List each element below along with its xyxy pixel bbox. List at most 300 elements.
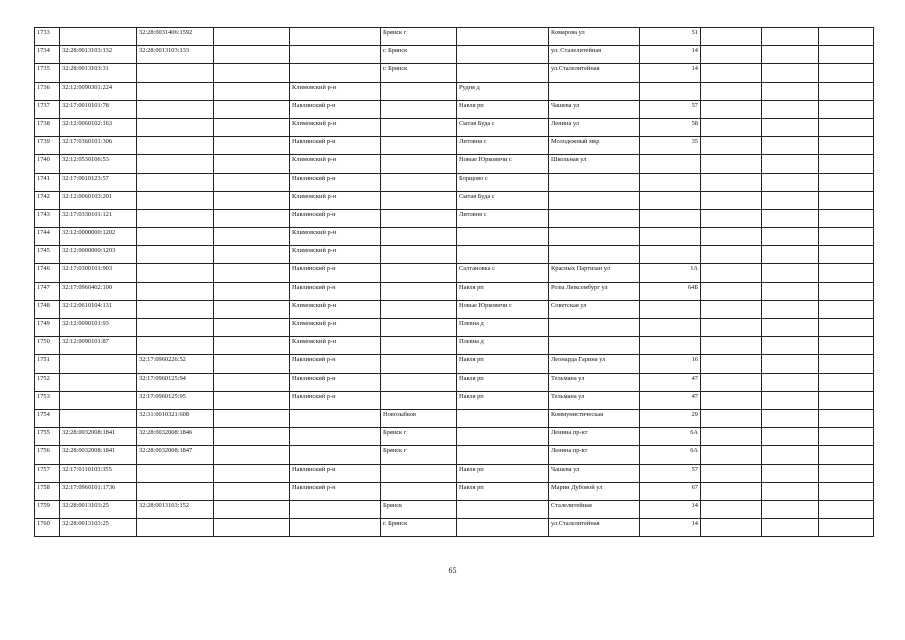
district: Навлинский р-н xyxy=(290,137,381,155)
district: Навлинский р-н xyxy=(290,355,381,373)
extra-cell-3 xyxy=(819,155,874,173)
city xyxy=(381,464,457,482)
city xyxy=(381,246,457,264)
house-number xyxy=(640,337,701,355)
extra-cell-2 xyxy=(762,319,819,337)
page-number: 65 xyxy=(448,566,457,575)
cadastral-number-object: 32:17:0960226:52 xyxy=(137,355,214,373)
extra-cell-1 xyxy=(701,300,762,318)
row-number: 1753 xyxy=(35,391,60,409)
city: г. Брянск xyxy=(381,64,457,82)
extra-cell-2 xyxy=(762,264,819,282)
extra-cell-3 xyxy=(819,100,874,118)
table-row xyxy=(35,228,874,246)
cadastral-number-parcel: 32:28:0032008:1841 xyxy=(60,446,137,464)
street xyxy=(549,228,640,246)
district xyxy=(290,64,381,82)
city xyxy=(381,209,457,227)
cadastral-number-object xyxy=(137,100,214,118)
cadastral-number-parcel xyxy=(60,409,137,427)
extra-cell-1 xyxy=(701,46,762,64)
district xyxy=(290,28,381,46)
house-number: 16 xyxy=(640,355,701,373)
extra-cell-3 xyxy=(819,264,874,282)
extra-cell-1 xyxy=(701,337,762,355)
table-row xyxy=(35,409,874,427)
extra-cell-1 xyxy=(701,191,762,209)
extra-cell-2 xyxy=(762,282,819,300)
table-row xyxy=(35,464,874,482)
cadastral-number-parcel: 32:17:0010123:57 xyxy=(60,173,137,191)
empty-cell xyxy=(214,209,290,227)
house-number: 35 xyxy=(640,137,701,155)
settlement: Навля рп xyxy=(457,482,549,500)
city xyxy=(381,337,457,355)
settlement: Навля рп xyxy=(457,100,549,118)
extra-cell-2 xyxy=(762,82,819,100)
cadastral-number-object: 32:17:0960125:94 xyxy=(137,373,214,391)
row-number: 1750 xyxy=(35,337,60,355)
empty-cell xyxy=(214,118,290,136)
settlement xyxy=(457,64,549,82)
city: г. Брянск xyxy=(381,519,457,537)
extra-cell-2 xyxy=(762,191,819,209)
extra-cell-2 xyxy=(762,464,819,482)
settlement xyxy=(457,428,549,446)
street: ул.Сталелитейная xyxy=(549,64,640,82)
empty-cell xyxy=(214,82,290,100)
district: Навлинский р-н xyxy=(290,209,381,227)
extra-cell-1 xyxy=(701,319,762,337)
cadastral-number-object xyxy=(137,191,214,209)
house-number: 14 xyxy=(640,64,701,82)
row-number: 1737 xyxy=(35,100,60,118)
extra-cell-1 xyxy=(701,519,762,537)
house-number xyxy=(640,246,701,264)
extra-cell-1 xyxy=(701,500,762,518)
table-row xyxy=(35,319,874,337)
empty-cell xyxy=(214,409,290,427)
city xyxy=(381,155,457,173)
empty-cell xyxy=(214,464,290,482)
extra-cell-2 xyxy=(762,482,819,500)
extra-cell-3 xyxy=(819,446,874,464)
city xyxy=(381,373,457,391)
city xyxy=(381,282,457,300)
cadastral-number-parcel: 32:17:0300101:903 xyxy=(60,264,137,282)
house-number: 47 xyxy=(640,373,701,391)
extra-cell-1 xyxy=(701,137,762,155)
settlement xyxy=(457,519,549,537)
cadastral-number-parcel: 32:12:0530106:53 xyxy=(60,155,137,173)
empty-cell xyxy=(214,428,290,446)
city xyxy=(381,482,457,500)
street: Марии Дубовой ул xyxy=(549,482,640,500)
cadastral-number-parcel: 32:12:0060102:163 xyxy=(60,118,137,136)
empty-cell xyxy=(214,46,290,64)
cadastral-number-object: 32:28:0013103:133 xyxy=(137,46,214,64)
street: Леонарда Гарина ул xyxy=(549,355,640,373)
house-number xyxy=(640,191,701,209)
city xyxy=(381,355,457,373)
city xyxy=(381,191,457,209)
table-row xyxy=(35,64,874,82)
city: Брянск г xyxy=(381,28,457,46)
cadastral-number-parcel: 32:12:0090101:87 xyxy=(60,337,137,355)
extra-cell-3 xyxy=(819,482,874,500)
city xyxy=(381,319,457,337)
city: Брянск г xyxy=(381,446,457,464)
settlement: Плевна д xyxy=(457,319,549,337)
district xyxy=(290,409,381,427)
table-row xyxy=(35,355,874,373)
house-number: 6А xyxy=(640,428,701,446)
table-row xyxy=(35,191,874,209)
extra-cell-1 xyxy=(701,355,762,373)
district: Навлинский р-н xyxy=(290,482,381,500)
house-number: 57 xyxy=(640,100,701,118)
street xyxy=(549,246,640,264)
extra-cell-1 xyxy=(701,409,762,427)
row-number: 1760 xyxy=(35,519,60,537)
settlement: Борщово с xyxy=(457,173,549,191)
city xyxy=(381,264,457,282)
empty-cell xyxy=(214,246,290,264)
row-number: 1743 xyxy=(35,209,60,227)
extra-cell-2 xyxy=(762,391,819,409)
cadastral-number-object xyxy=(137,319,214,337)
cadastral-number-parcel xyxy=(60,28,137,46)
district: Навлинский р-н xyxy=(290,282,381,300)
street: Розы Люксембург ул xyxy=(549,282,640,300)
cadastral-number-parcel: 32:12:0060103:201 xyxy=(60,191,137,209)
extra-cell-1 xyxy=(701,282,762,300)
settlement xyxy=(457,409,549,427)
row-number: 1740 xyxy=(35,155,60,173)
house-number xyxy=(640,319,701,337)
district: Навлинский р-н xyxy=(290,391,381,409)
table-row xyxy=(35,28,874,46)
house-number: 1А xyxy=(640,264,701,282)
row-number: 1757 xyxy=(35,464,60,482)
extra-cell-3 xyxy=(819,300,874,318)
row-number: 1751 xyxy=(35,355,60,373)
row-number: 1742 xyxy=(35,191,60,209)
extra-cell-2 xyxy=(762,64,819,82)
cadastral-number-object xyxy=(137,64,214,82)
row-number: 1746 xyxy=(35,264,60,282)
city: Новозыбков xyxy=(381,409,457,427)
row-number: 1758 xyxy=(35,482,60,500)
row-number: 1749 xyxy=(35,319,60,337)
row-number: 1741 xyxy=(35,173,60,191)
street: Чашева ул xyxy=(549,464,640,482)
empty-cell xyxy=(214,300,290,318)
empty-cell xyxy=(214,319,290,337)
house-number xyxy=(640,173,701,191)
cadastral-number-parcel: 32:28:0013103:25 xyxy=(60,500,137,518)
extra-cell-3 xyxy=(819,209,874,227)
settlement: Сытая Буда с xyxy=(457,118,549,136)
extra-cell-3 xyxy=(819,500,874,518)
extra-cell-2 xyxy=(762,446,819,464)
city: Брянск г xyxy=(381,428,457,446)
cadastral-number-parcel: 32:12:0610104:131 xyxy=(60,300,137,318)
settlement: Салтановка с xyxy=(457,264,549,282)
extra-cell-3 xyxy=(819,373,874,391)
extra-cell-2 xyxy=(762,118,819,136)
city: Брянск xyxy=(381,500,457,518)
street: Ленина пр-кт xyxy=(549,446,640,464)
empty-cell xyxy=(214,500,290,518)
empty-cell xyxy=(214,264,290,282)
extra-cell-1 xyxy=(701,100,762,118)
table-row xyxy=(35,500,874,518)
extra-cell-2 xyxy=(762,373,819,391)
table-row xyxy=(35,100,874,118)
extra-cell-2 xyxy=(762,173,819,191)
cadastral-number-object xyxy=(137,228,214,246)
cadastral-number-parcel: 32:12:0090101:93 xyxy=(60,319,137,337)
cadastral-number-parcel: 32:17:0960101:1736 xyxy=(60,482,137,500)
table-row xyxy=(35,82,874,100)
extra-cell-1 xyxy=(701,173,762,191)
district: Климовский р-н xyxy=(290,191,381,209)
district: Климовский р-н xyxy=(290,300,381,318)
empty-cell xyxy=(214,173,290,191)
house-number: 29 xyxy=(640,409,701,427)
extra-cell-2 xyxy=(762,519,819,537)
table-row xyxy=(35,446,874,464)
settlement: Новые Юрковичи с xyxy=(457,300,549,318)
extra-cell-2 xyxy=(762,46,819,64)
row-number: 1747 xyxy=(35,282,60,300)
house-number: 67 xyxy=(640,482,701,500)
house-number: 6А xyxy=(640,446,701,464)
extra-cell-1 xyxy=(701,464,762,482)
cadastral-number-object: 32:31:0010321:608 xyxy=(137,409,214,427)
cadastral-number-parcel: 32:17:0010101:78 xyxy=(60,100,137,118)
cadastral-number-parcel: 32:12:0000000:1202 xyxy=(60,228,137,246)
cadastral-number-object xyxy=(137,209,214,227)
empty-cell xyxy=(214,355,290,373)
cadastral-number-object xyxy=(137,482,214,500)
city xyxy=(381,82,457,100)
table-row xyxy=(35,282,874,300)
extra-cell-3 xyxy=(819,191,874,209)
row-number: 1745 xyxy=(35,246,60,264)
extra-cell-1 xyxy=(701,82,762,100)
street: Коммунистическая xyxy=(549,409,640,427)
district: Навлинский р-н xyxy=(290,173,381,191)
row-number: 1748 xyxy=(35,300,60,318)
empty-cell xyxy=(214,373,290,391)
street: Тельмана ул xyxy=(549,373,640,391)
district xyxy=(290,446,381,464)
district xyxy=(290,428,381,446)
cadastral-number-object xyxy=(137,118,214,136)
settlement: Новые Юрковичи с xyxy=(457,155,549,173)
cadastral-number-object: 32:17:0960125:95 xyxy=(137,391,214,409)
cadastral-number-object xyxy=(137,137,214,155)
extra-cell-2 xyxy=(762,209,819,227)
house-number: 14 xyxy=(640,500,701,518)
extra-cell-3 xyxy=(819,173,874,191)
table-row xyxy=(35,209,874,227)
settlement xyxy=(457,28,549,46)
cadastral-number-object: 32:28:0032008:1847 xyxy=(137,446,214,464)
extra-cell-1 xyxy=(701,391,762,409)
street: Ленина пр-кт xyxy=(549,428,640,446)
district: Климовский р-н xyxy=(290,155,381,173)
table-row xyxy=(35,246,874,264)
extra-cell-1 xyxy=(701,209,762,227)
extra-cell-1 xyxy=(701,446,762,464)
extra-cell-3 xyxy=(819,82,874,100)
empty-cell xyxy=(214,64,290,82)
extra-cell-2 xyxy=(762,100,819,118)
cadastral-number-parcel: 32:17:0110103:355 xyxy=(60,464,137,482)
extra-cell-2 xyxy=(762,246,819,264)
cadastral-number-parcel xyxy=(60,391,137,409)
table-row xyxy=(35,264,874,282)
street xyxy=(549,191,640,209)
house-number: 51 xyxy=(640,28,701,46)
table-row xyxy=(35,373,874,391)
empty-cell xyxy=(214,337,290,355)
extra-cell-1 xyxy=(701,246,762,264)
extra-cell-1 xyxy=(701,155,762,173)
city: г. Брянск xyxy=(381,46,457,64)
extra-cell-2 xyxy=(762,500,819,518)
street xyxy=(549,82,640,100)
table-row xyxy=(35,118,874,136)
extra-cell-2 xyxy=(762,409,819,427)
table-row xyxy=(35,137,874,155)
city xyxy=(381,391,457,409)
empty-cell xyxy=(214,28,290,46)
empty-cell xyxy=(214,446,290,464)
empty-cell xyxy=(214,519,290,537)
extra-cell-1 xyxy=(701,482,762,500)
cadastral-number-parcel: 32:17:0960402:100 xyxy=(60,282,137,300)
extra-cell-2 xyxy=(762,28,819,46)
house-number: 14 xyxy=(640,46,701,64)
house-number xyxy=(640,155,701,173)
extra-cell-1 xyxy=(701,228,762,246)
table-row xyxy=(35,173,874,191)
settlement: Навля рп xyxy=(457,373,549,391)
cadastral-number-parcel: 32:28:0032008:1841 xyxy=(60,428,137,446)
city xyxy=(381,228,457,246)
extra-cell-1 xyxy=(701,28,762,46)
row-number: 1734 xyxy=(35,46,60,64)
row-number: 1739 xyxy=(35,137,60,155)
table-row xyxy=(35,300,874,318)
cadastral-number-parcel xyxy=(60,373,137,391)
district: Климовский р-н xyxy=(290,228,381,246)
extra-cell-2 xyxy=(762,155,819,173)
street: ул. Сталелитейная xyxy=(549,46,640,64)
row-number: 1754 xyxy=(35,409,60,427)
street: ул.Сталелитейная xyxy=(549,519,640,537)
settlement: Навля рп xyxy=(457,282,549,300)
settlement: Литовня с xyxy=(457,209,549,227)
cadastral-number-parcel: 32:28:0013103:31 xyxy=(60,64,137,82)
street xyxy=(549,319,640,337)
district xyxy=(290,519,381,537)
row-number: 1744 xyxy=(35,228,60,246)
house-number: 14 xyxy=(640,519,701,537)
extra-cell-2 xyxy=(762,228,819,246)
row-number: 1736 xyxy=(35,82,60,100)
cadastral-number-parcel: 32:17:0330101:121 xyxy=(60,209,137,227)
district: Навлинский р-н xyxy=(290,264,381,282)
street: Красных Партизан ул xyxy=(549,264,640,282)
row-number: 1733 xyxy=(35,28,60,46)
extra-cell-3 xyxy=(819,46,874,64)
cadastral-number-parcel: 32:28:0013103:132 xyxy=(60,46,137,64)
cadastral-number-object: 32:28:0031406:1592 xyxy=(137,28,214,46)
empty-cell xyxy=(214,100,290,118)
house-number xyxy=(640,228,701,246)
settlement: Навля рп xyxy=(457,391,549,409)
city xyxy=(381,100,457,118)
empty-cell xyxy=(214,137,290,155)
house-number: 64Б xyxy=(640,282,701,300)
extra-cell-3 xyxy=(819,409,874,427)
extra-cell-3 xyxy=(819,246,874,264)
settlement: Рудня д xyxy=(457,82,549,100)
settlement: Навля рп xyxy=(457,355,549,373)
extra-cell-3 xyxy=(819,355,874,373)
district: Навлинский р-н xyxy=(290,100,381,118)
row-number: 1752 xyxy=(35,373,60,391)
house-number xyxy=(640,300,701,318)
cadastral-number-object xyxy=(137,173,214,191)
district: Климовский р-н xyxy=(290,82,381,100)
settlement: Литовня с xyxy=(457,137,549,155)
extra-cell-3 xyxy=(819,428,874,446)
cadastral-number-parcel: 32:12:0000000:1203 xyxy=(60,246,137,264)
extra-cell-1 xyxy=(701,373,762,391)
city xyxy=(381,137,457,155)
street xyxy=(549,173,640,191)
street: Советская ул xyxy=(549,300,640,318)
cadastral-number-object xyxy=(137,82,214,100)
district: Климовский р-н xyxy=(290,337,381,355)
settlement xyxy=(457,446,549,464)
district: Навлинский р-н xyxy=(290,464,381,482)
table-row xyxy=(35,391,874,409)
city xyxy=(381,300,457,318)
street: Сталелитейная xyxy=(549,500,640,518)
table-row xyxy=(35,482,874,500)
extra-cell-3 xyxy=(819,319,874,337)
district xyxy=(290,500,381,518)
extra-cell-3 xyxy=(819,28,874,46)
extra-cell-3 xyxy=(819,519,874,537)
street xyxy=(549,337,640,355)
table-row xyxy=(35,155,874,173)
settlement: Сытая Буда с xyxy=(457,191,549,209)
extra-cell-1 xyxy=(701,428,762,446)
row-number: 1738 xyxy=(35,118,60,136)
settlement xyxy=(457,246,549,264)
settlement xyxy=(457,500,549,518)
district: Климовский р-н xyxy=(290,319,381,337)
extra-cell-2 xyxy=(762,428,819,446)
